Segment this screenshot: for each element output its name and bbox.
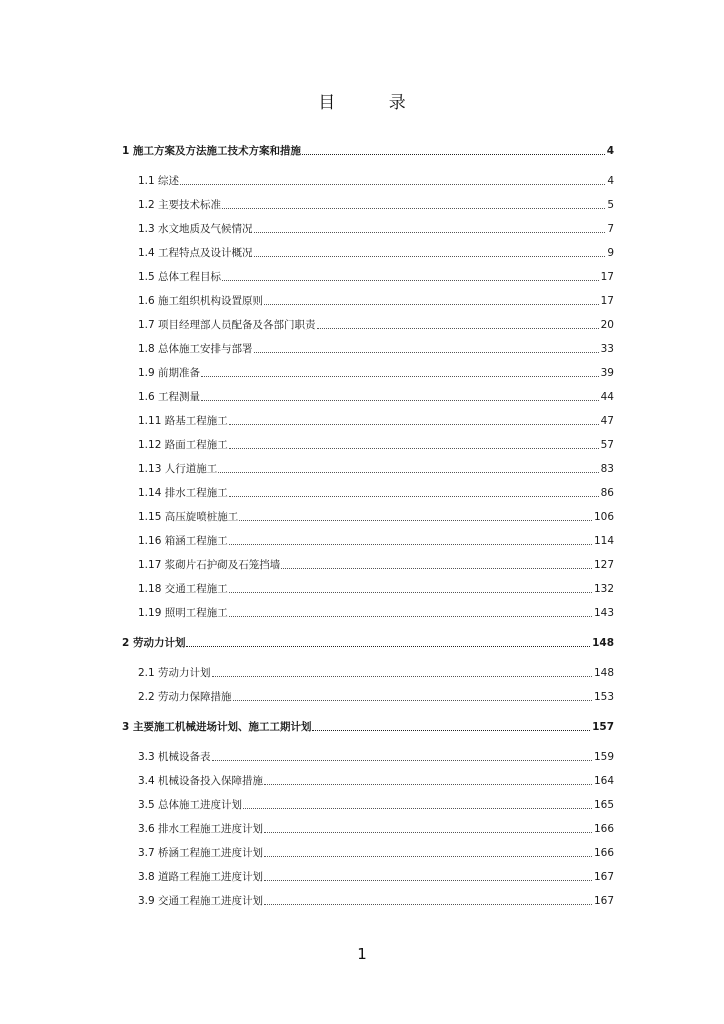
toc-entry[interactable] bbox=[0, 316, 724, 332]
toc-entry-page: 106 bbox=[593, 511, 614, 523]
toc-entry[interactable] bbox=[0, 412, 724, 428]
toc-entry-label: 1.11 路基工程施工 bbox=[138, 415, 228, 427]
toc-dot-leader bbox=[229, 496, 599, 497]
toc-entry-page: 159 bbox=[593, 751, 614, 763]
toc-dot-leader bbox=[222, 208, 605, 209]
toc-entry-label: 1.15 高压旋喷桩施工 bbox=[138, 511, 239, 523]
toc-entry-label: 3.6 排水工程施工进度计划 bbox=[138, 823, 264, 835]
toc-entry[interactable] bbox=[0, 844, 724, 860]
toc-dot-leader bbox=[229, 616, 592, 617]
toc-entry[interactable] bbox=[0, 142, 724, 158]
toc-entry[interactable] bbox=[0, 580, 724, 596]
toc-entry-page: 132 bbox=[593, 583, 614, 595]
toc-entry[interactable] bbox=[0, 532, 724, 548]
toc-dot-leader bbox=[254, 232, 606, 233]
toc-entry-label: 3.7 桥涵工程施工进度计划 bbox=[138, 847, 264, 859]
toc-entry-label: 3.3 机械设备表 bbox=[138, 751, 211, 763]
toc-entry[interactable] bbox=[0, 268, 724, 284]
toc-dot-leader bbox=[201, 400, 599, 401]
toc-entry-page: 39 bbox=[600, 367, 614, 379]
toc-entry-page: 4 bbox=[607, 175, 614, 187]
toc-entry-label: 1.6 施工组织机构设置原则 bbox=[138, 295, 264, 307]
toc-entry-page: 47 bbox=[600, 415, 614, 427]
toc-entry-label: 2 劳动力计划 bbox=[122, 637, 186, 649]
toc-entry[interactable] bbox=[0, 484, 724, 500]
toc-entry-label: 1.1 综述 bbox=[138, 175, 180, 187]
toc-dot-leader bbox=[264, 304, 599, 305]
toc-entry-page: 167 bbox=[593, 871, 614, 883]
page-title: 目 录 bbox=[318, 93, 430, 113]
toc-dot-leader bbox=[264, 832, 592, 833]
toc-entry[interactable] bbox=[0, 796, 724, 812]
toc-entry-page: 153 bbox=[593, 691, 614, 703]
toc-entry-label: 3.4 机械设备投入保障措施 bbox=[138, 775, 264, 787]
toc-entry[interactable] bbox=[0, 688, 724, 704]
toc-entry-label: 1.8 总体施工安排与部署 bbox=[138, 343, 253, 355]
toc-dot-leader bbox=[254, 256, 606, 257]
toc-dot-leader bbox=[229, 448, 599, 449]
toc-entry-label: 1.16 箱涵工程施工 bbox=[138, 535, 228, 547]
toc-entry-page: 17 bbox=[600, 271, 614, 283]
toc-entry[interactable] bbox=[0, 436, 724, 452]
toc-entry-label: 3.8 道路工程施工进度计划 bbox=[138, 871, 264, 883]
toc-dot-leader bbox=[302, 154, 605, 155]
toc-dot-leader bbox=[229, 592, 592, 593]
toc-entry-page: 17 bbox=[600, 295, 614, 307]
toc-dot-leader bbox=[229, 544, 592, 545]
toc-entry-label: 2.1 劳动力计划 bbox=[138, 667, 211, 679]
toc-dot-leader bbox=[312, 730, 590, 731]
toc-entry[interactable] bbox=[0, 772, 724, 788]
toc-entry-page: 7 bbox=[607, 223, 614, 235]
toc-dot-leader bbox=[229, 424, 599, 425]
toc-entry[interactable] bbox=[0, 892, 724, 908]
toc-entry-label: 3 主要施工机械进场计划、施工工期计划 bbox=[122, 721, 312, 733]
toc-dot-leader bbox=[218, 472, 598, 473]
toc-dot-leader bbox=[212, 676, 592, 677]
toc-entry[interactable] bbox=[0, 196, 724, 212]
toc-dot-leader bbox=[264, 784, 592, 785]
toc-entry-page: 157 bbox=[592, 721, 614, 733]
toc-dot-leader bbox=[201, 376, 599, 377]
toc-entry-label: 1.9 前期准备 bbox=[138, 367, 201, 379]
toc-entry-label: 1.3 水文地质及气候情况 bbox=[138, 223, 253, 235]
toc-entry-label: 1.17 浆砌片石护砌及石笼挡墙 bbox=[138, 559, 281, 571]
toc-entry[interactable] bbox=[0, 364, 724, 380]
toc-dot-leader bbox=[180, 184, 605, 185]
toc-entry[interactable] bbox=[0, 244, 724, 260]
toc-entry-label: 1.18 交通工程施工 bbox=[138, 583, 228, 595]
toc-entry-page: 114 bbox=[593, 535, 614, 547]
toc-entry[interactable] bbox=[0, 718, 724, 734]
toc-entry[interactable] bbox=[0, 220, 724, 236]
toc-entry[interactable] bbox=[0, 172, 724, 188]
toc-entry-page: 33 bbox=[600, 343, 614, 355]
toc-dot-leader bbox=[186, 646, 590, 647]
toc-entry-label: 1.2 主要技术标准 bbox=[138, 199, 222, 211]
toc-entry-label: 2.2 劳动力保障措施 bbox=[138, 691, 232, 703]
toc-entry-label: 1.5 总体工程目标 bbox=[138, 271, 222, 283]
toc-entry[interactable] bbox=[0, 664, 724, 680]
toc-entry-page: 44 bbox=[600, 391, 614, 403]
toc-entry[interactable] bbox=[0, 460, 724, 476]
toc-entry-page: 83 bbox=[600, 463, 614, 475]
toc-dot-leader bbox=[264, 856, 592, 857]
toc-entry-page: 164 bbox=[593, 775, 614, 787]
toc-entry[interactable] bbox=[0, 556, 724, 572]
toc-entry-page: 86 bbox=[600, 487, 614, 499]
toc-dot-leader bbox=[212, 760, 592, 761]
toc-entry-label: 1.4 工程特点及设计概况 bbox=[138, 247, 253, 259]
toc-entry-label: 1.6 工程测量 bbox=[138, 391, 201, 403]
toc-entry-label: 1.13 人行道施工 bbox=[138, 463, 218, 475]
toc-entry[interactable] bbox=[0, 292, 724, 308]
toc-entry-label: 1 施工方案及方法施工技术方案和措施 bbox=[122, 145, 301, 157]
toc-entry-page: 9 bbox=[607, 247, 614, 259]
toc-entry[interactable] bbox=[0, 508, 724, 524]
toc-dot-leader bbox=[264, 880, 592, 881]
toc-entry-label: 3.9 交通工程施工进度计划 bbox=[138, 895, 264, 907]
toc-entry[interactable] bbox=[0, 388, 724, 404]
toc-entry-page: 127 bbox=[593, 559, 614, 571]
toc-entry-page: 165 bbox=[593, 799, 614, 811]
toc-entry-label: 1.7 项目经理部人员配备及各部门职责 bbox=[138, 319, 316, 331]
toc-entry-page: 166 bbox=[593, 823, 614, 835]
toc-dot-leader bbox=[281, 568, 592, 569]
toc-entry[interactable] bbox=[0, 748, 724, 764]
toc-dot-leader bbox=[264, 904, 592, 905]
toc-dot-leader bbox=[222, 280, 599, 281]
toc-entry-page: 167 bbox=[593, 895, 614, 907]
toc-dot-leader bbox=[254, 352, 599, 353]
toc-dot-leader bbox=[233, 700, 592, 701]
toc-entry-label: 1.14 排水工程施工 bbox=[138, 487, 228, 499]
toc-entry-page: 20 bbox=[600, 319, 614, 331]
toc-entry[interactable] bbox=[0, 340, 724, 356]
toc-entry-page: 5 bbox=[607, 199, 614, 211]
toc-entry-page: 57 bbox=[600, 439, 614, 451]
toc-entry-page: 4 bbox=[606, 145, 614, 157]
toc-dot-leader bbox=[243, 808, 592, 809]
toc-entry[interactable] bbox=[0, 820, 724, 836]
toc-dot-leader bbox=[317, 328, 599, 329]
toc-entry-page: 143 bbox=[593, 607, 614, 619]
page-number: 1 bbox=[357, 945, 367, 963]
toc-entry[interactable] bbox=[0, 604, 724, 620]
toc-entry-label: 1.12 路面工程施工 bbox=[138, 439, 228, 451]
toc-entry-label: 3.5 总体施工进度计划 bbox=[138, 799, 243, 811]
toc-dot-leader bbox=[239, 520, 592, 521]
toc-entry[interactable] bbox=[0, 868, 724, 884]
toc-entry-page: 166 bbox=[593, 847, 614, 859]
toc-entry[interactable] bbox=[0, 634, 724, 650]
toc-entry-page: 148 bbox=[592, 637, 614, 649]
toc-entry-label: 1.19 照明工程施工 bbox=[138, 607, 228, 619]
toc-entry-page: 148 bbox=[593, 667, 614, 679]
